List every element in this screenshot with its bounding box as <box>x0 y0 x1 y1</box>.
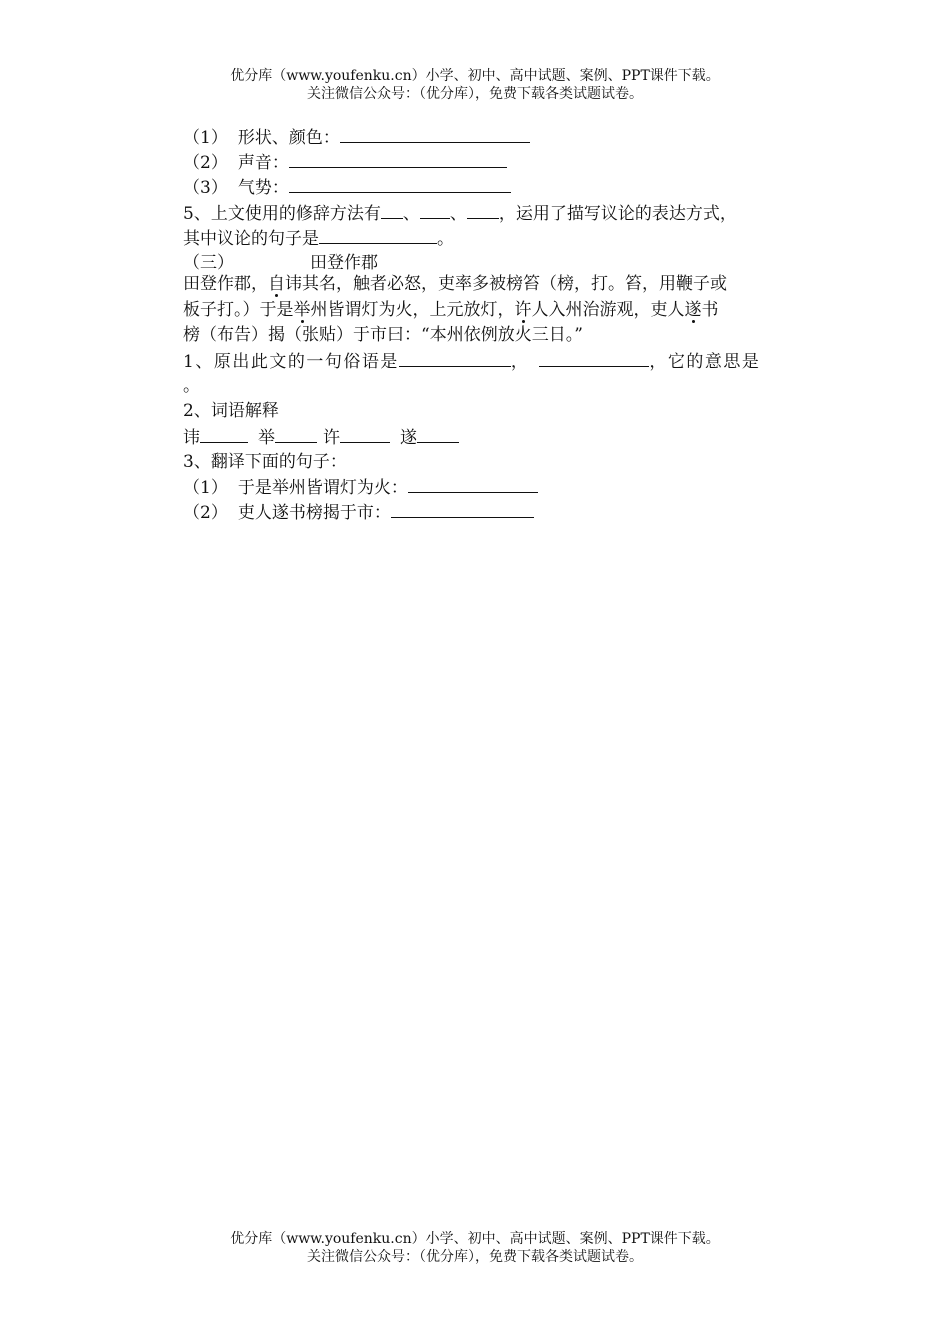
question-1-comma: ， <box>510 352 530 372</box>
q4-item-2-blank[interactable] <box>289 151 507 168</box>
q4-item-3-number: （3） <box>183 178 228 198</box>
q4-item-3-blank[interactable] <box>289 176 511 193</box>
q5-line-2 <box>183 227 454 250</box>
q5-prompt-cont: ，运用了描写议论的表达方式， <box>498 204 737 224</box>
word-2-blank[interactable] <box>275 426 317 443</box>
section-3-title: 田登作郡 <box>310 253 378 273</box>
q5-blank-4[interactable] <box>319 227 437 244</box>
emphasis-char: 举 <box>293 300 311 320</box>
emphasis-char: 自 <box>268 274 285 294</box>
passage-line-1 <box>183 273 727 295</box>
question-3-item-2 <box>183 501 534 524</box>
q5-end: 。 <box>437 229 454 249</box>
q4-item-3-label: 气势： <box>237 178 289 198</box>
passage-text: 人入州治游观，吏人 <box>531 300 685 320</box>
emphasis-char: 遂 <box>684 300 702 320</box>
question-3-item-1-number: （1） <box>183 478 228 498</box>
question-3-item-1-text: 于是举州皆谓灯为火： <box>237 478 408 498</box>
word-3: 许 <box>323 428 340 448</box>
q4-item-3 <box>183 176 511 199</box>
word-4: 遂 <box>400 428 417 448</box>
question-1-blank-2[interactable] <box>539 350 649 367</box>
q5-separator-2: 、 <box>449 204 467 224</box>
passage-text: 田登作郡， <box>183 274 268 294</box>
question-3-item-1 <box>183 476 538 499</box>
question-1-end: 。 <box>183 376 200 396</box>
question-1 <box>183 350 760 373</box>
q4-item-2-number: （2） <box>183 153 228 173</box>
header-line-2: 关注微信公众号：（优分库），免费下载各类试题试卷。 <box>307 86 643 102</box>
passage-line-3: 榜（布告）揭（张贴）于市曰：“本州依例放火三日。” <box>183 325 583 345</box>
passage-text: 讳其名，触者必怒，吏率多被榜笞（榜，打。笞，用鞭子或 <box>285 274 727 294</box>
question-3-item-2-number: （2） <box>183 503 228 523</box>
q5-separator-1: 、 <box>402 204 420 224</box>
question-1-blank-1[interactable] <box>399 350 511 367</box>
section-3-number: （三） <box>183 253 234 273</box>
footer-line-1: 优分库（www.youfenku.cn）小学、初中、高中试题、案例、PPT课件下载。 <box>230 1231 720 1247</box>
q5-blank-1[interactable] <box>381 202 403 219</box>
q4-item-1-blank[interactable] <box>340 126 530 143</box>
word-4-blank[interactable] <box>417 426 459 443</box>
passage-text: 板子打。）于是 <box>183 300 294 320</box>
q5-line-1 <box>183 202 737 225</box>
word-2: 举 <box>258 428 275 448</box>
question-1-prompt-cont: ，它的意思是 <box>649 352 761 372</box>
question-2-words <box>183 426 459 449</box>
emphasis-char: 许 <box>514 300 532 320</box>
page-footer <box>0 1230 950 1266</box>
footer-line-2: 关注微信公众号：（优分库），免费下载各类试题试卷。 <box>307 1249 643 1265</box>
q4-item-2 <box>183 151 507 174</box>
question-2-title: 2、词语解释 <box>183 401 279 421</box>
word-1: 讳 <box>183 428 200 448</box>
section-3-heading <box>183 252 378 274</box>
q5-blank-3[interactable] <box>467 202 499 219</box>
q4-item-1-label: 形状、颜色： <box>237 128 340 148</box>
q4-item-1-number: （1） <box>183 128 228 148</box>
question-3-item-2-text: 吏人遂书榜揭于市： <box>237 503 391 523</box>
passage-text: 州皆谓灯为火，上元放灯， <box>310 300 515 320</box>
q4-item-2-label: 声音： <box>237 153 289 173</box>
page-header <box>0 67 950 103</box>
header-line-1: 优分库（www.youfenku.cn）小学、初中、高中试题、案例、PPT课件下载。 <box>230 68 720 84</box>
q4-item-1 <box>183 126 530 149</box>
q5-blank-2[interactable] <box>420 202 450 219</box>
word-3-blank[interactable] <box>340 426 390 443</box>
passage-line-2 <box>183 299 719 321</box>
word-1-blank[interactable] <box>200 426 248 443</box>
q5-prompt: 5、上文使用的修辞方法有 <box>183 204 381 224</box>
q5-prompt-2: 其中议论的句子是 <box>183 229 319 249</box>
passage-text: 书 <box>701 300 719 320</box>
question-3-title: 3、翻译下面的句子： <box>183 452 347 472</box>
question-1-prompt: 1、原出此文的一句俗语是 <box>183 352 399 372</box>
question-3-item-1-blank[interactable] <box>408 476 538 493</box>
question-3-item-2-blank[interactable] <box>391 501 534 518</box>
